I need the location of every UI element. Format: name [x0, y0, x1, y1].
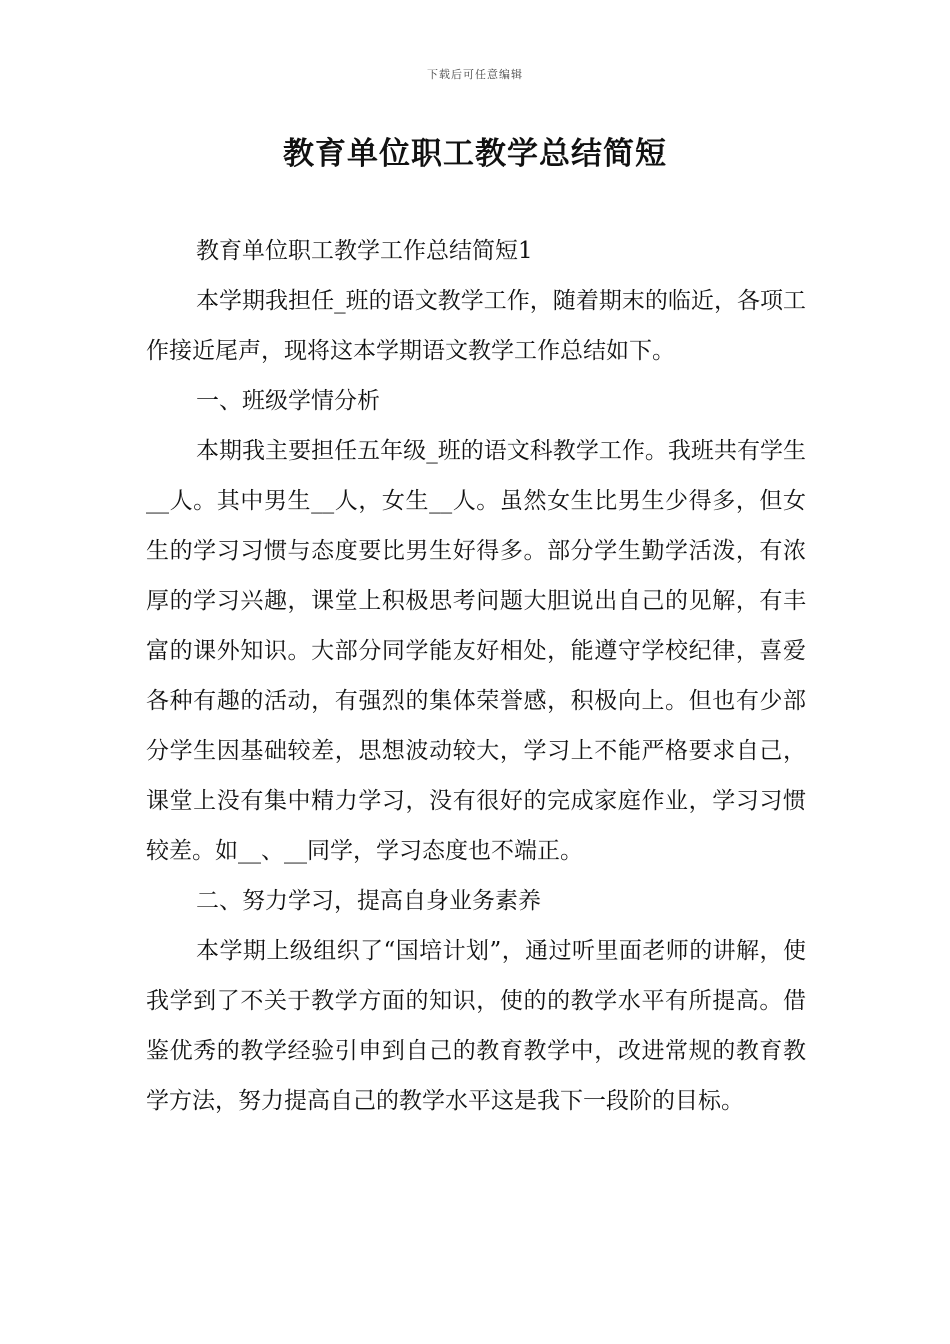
document-body: [146, 226, 806, 1126]
section-heading: 教育单位职工教学工作总结简短1: [196, 238, 533, 264]
header-note: 下载后可任意编辑: [427, 68, 523, 81]
section-heading: 二、努力学习，提高自身业务素养: [196, 888, 541, 914]
section-heading: 一、班级学情分析: [196, 388, 380, 414]
body-paragraph: 本学期上级组织了“国培计划”，通过听里面老师的讲解，使我学到了不关于教学方面的知识，使的的教学水平有所提高。借鉴优秀的教学经验引申到自己的教育教学中，改进常规的教育教学方法，努力提高自己的教学水平这是我下一段阶的目标。: [146, 938, 806, 1114]
body-paragraph: 本期我主要担任五年级_班的语文科教学工作。我班共有学生__人。其中男生__人，女生__人。虽然女生比男生少得多，但女生的学习习惯与态度要比男生好得多。部分学生勤学活泼，有浓厚的学习兴趣，课堂上积极思考问题大胆说出自己的见解，有丰富的课外知识。大部分同学能友好相处，能遵守学校纪律，喜爱各种有趣的活动，有强烈的集体荣誉感，积极向上。但也有少部分学生因基础较差，思想波动较大，学习上不能严格要求自己，课堂上没有集中精力学习，没有很好的完成家庭作业，学习习惯较差。如__、__同学，学习态度也不端正。: [146, 438, 806, 864]
intro-paragraph: 本学期我担任_班的语文教学工作，随着期末的临近，各项工作接近尾声，现将这本学期语文教学工作总结如下。: [146, 288, 806, 364]
document-title: 教育单位职工教学总结简短: [283, 136, 667, 172]
